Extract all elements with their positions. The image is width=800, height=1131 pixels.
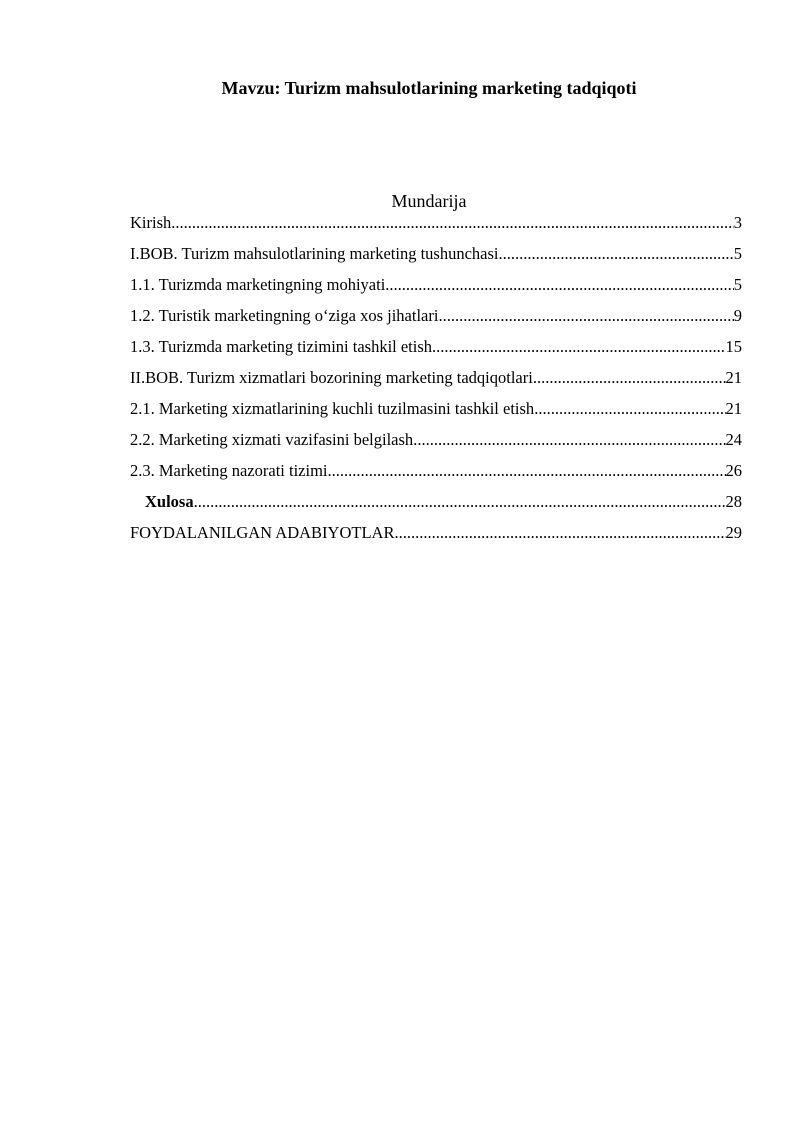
toc-dot-leader [533, 367, 726, 389]
toc-entry-page: 3 [733, 213, 742, 232]
toc-entry-page: 15 [725, 337, 742, 356]
toc-dot-leader [394, 522, 725, 544]
toc-entry-page: 21 [725, 399, 742, 418]
toc-entry-2-1[interactable] [130, 398, 742, 429]
toc-entry-xulosa[interactable] [130, 491, 742, 522]
document-topic-title: Mavzu: Turizm mahsulotlarining marketing tadqiqoti [221, 78, 637, 98]
toc-entry-page: 9 [733, 306, 742, 325]
toc-entry-2-2[interactable] [130, 429, 742, 460]
toc-entry-label: 1.3. Turizmda marketing tizimini tashkil etish [130, 337, 433, 356]
toc-entry-kirish[interactable] [130, 212, 742, 243]
toc-entry-label: II.BOB. Turizm xizmatlari bozorining marketing tadqiqotlari [130, 368, 533, 387]
toc-entry-label: I.BOB. Turizm mahsulotlarining marketing tushunchasi [130, 244, 499, 263]
toc-entry-label: Xulosa [145, 492, 194, 511]
toc-dot-leader [194, 491, 726, 513]
toc-dot-leader [385, 274, 733, 296]
toc-entry-page: 24 [725, 430, 742, 449]
toc-dot-leader [171, 212, 734, 234]
table-of-contents-heading: Mundarija [391, 191, 467, 211]
toc-dot-leader [413, 429, 725, 451]
toc-entry-1-2[interactable] [130, 305, 742, 336]
toc-dot-leader [432, 336, 725, 358]
toc-entry-page: 29 [725, 523, 742, 542]
toc-entry-label: FOYDALANILGAN ADABIYOTLAR [130, 523, 395, 542]
toc-dot-leader [438, 305, 733, 327]
toc-entry-2-3[interactable] [130, 460, 742, 491]
toc-entry-page: 5 [733, 244, 742, 263]
toc-dot-leader [327, 460, 725, 482]
toc-entry-page: 21 [725, 368, 742, 387]
toc-entry-chapter-1[interactable] [130, 243, 742, 274]
toc-entry-page: 26 [725, 461, 742, 480]
toc-entry-label: 1.2. Turistik marketingning o‘ziga xos jihatlari [130, 306, 439, 325]
toc-entry-label: Kirish [130, 213, 172, 232]
toc-entry-references[interactable] [130, 522, 742, 553]
table-of-contents [130, 212, 742, 553]
toc-entry-label: 2.3. Marketing nazorati tizimi [130, 461, 328, 480]
toc-entry-1-3[interactable] [130, 336, 742, 367]
toc-entry-1-1[interactable] [130, 274, 742, 305]
toc-dot-leader [534, 398, 725, 420]
toc-dot-leader [498, 243, 733, 265]
toc-entry-page: 28 [725, 492, 742, 511]
toc-entry-page: 5 [733, 275, 742, 294]
toc-entry-chapter-2[interactable] [130, 367, 742, 398]
toc-entry-label: 2.2. Marketing xizmati vazifasini belgilash [130, 430, 414, 449]
toc-entry-label: 1.1. Turizmda marketingning mohiyati [130, 275, 386, 294]
toc-entry-label: 2.1. Marketing xizmatlarining kuchli tuzilmasini tashkil etish [130, 399, 535, 418]
